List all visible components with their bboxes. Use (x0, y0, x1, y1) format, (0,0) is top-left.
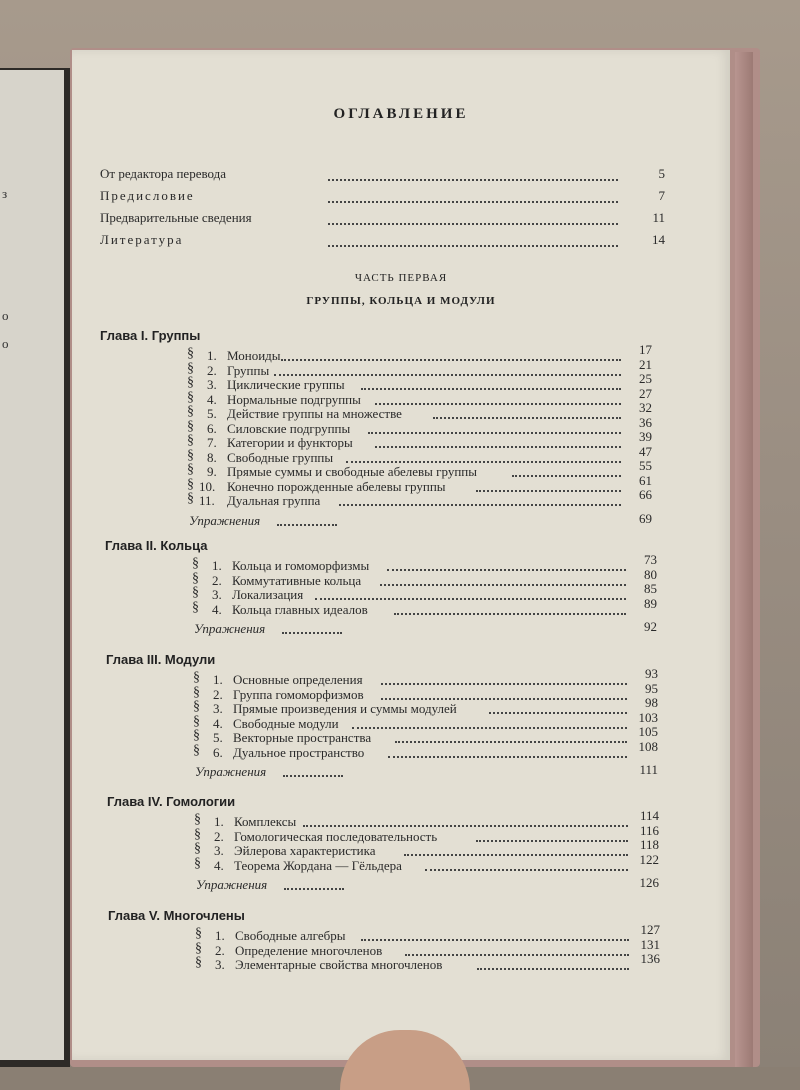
section-number: 10. (199, 478, 216, 494)
page-number: 126 (639, 875, 659, 890)
section-sign: § (193, 670, 200, 685)
section-entry (187, 429, 652, 450)
section-sign: § (187, 346, 194, 361)
section-number: 4. (207, 391, 217, 407)
section-label: Эйлерова характеристика (234, 843, 376, 858)
section-entry (194, 822, 659, 844)
leader-dots (328, 200, 618, 203)
section-number: 5. (213, 730, 223, 745)
section-number: 3. (214, 843, 224, 858)
page-number: 27 (639, 385, 652, 401)
section-label: Моноиды (227, 348, 281, 363)
page-number: 93 (645, 666, 658, 681)
section-label: Конечно порожденные абелевы группы (227, 478, 446, 494)
section-sign: § (187, 433, 194, 448)
section-sign: § (187, 447, 194, 463)
section-label: Основные определения (233, 672, 363, 687)
section-number: 2. (214, 828, 224, 844)
page-number: 131 (640, 936, 660, 952)
page-number: 122 (639, 851, 659, 867)
page-number: 69 (639, 510, 652, 526)
page-number: 21 (639, 356, 652, 372)
section-sign: § (193, 728, 200, 743)
page-number: 47 (639, 443, 652, 459)
section-number: 3. (215, 957, 225, 972)
section-label: Категории и функторы (227, 435, 353, 450)
leader-dots (277, 523, 337, 526)
page-number: 103 (638, 709, 658, 725)
contents-page (72, 50, 730, 1060)
page-number: 5 (658, 166, 665, 181)
leader-dots (476, 839, 628, 842)
section-label: Свободные группы (227, 449, 334, 465)
page-number: 61 (639, 472, 652, 488)
exercises-entry (192, 619, 657, 636)
section-sign: § (187, 462, 194, 477)
leader-dots (346, 460, 621, 463)
page-number: 105 (638, 724, 658, 739)
leader-dots (361, 938, 629, 941)
chapter-title: Глава I. Группы (100, 328, 201, 343)
section-label: Дуальная группа (227, 493, 321, 508)
section-number: 7. (207, 435, 217, 450)
section-sign: § (194, 841, 201, 856)
page-number: 14 (652, 232, 665, 247)
section-entry (193, 738, 658, 760)
leader-dots (388, 755, 627, 758)
section-sign: § (193, 742, 200, 758)
section-label: Группа гомоморфизмов (233, 686, 364, 702)
section-number: 1. (213, 672, 223, 687)
page-number: 98 (645, 695, 658, 710)
chapter-title: Глава V. Многочлены (108, 908, 245, 923)
section-label: Векторные пространства (233, 730, 372, 745)
leader-dots (284, 887, 344, 890)
page-number: 85 (644, 581, 657, 596)
section-entry (187, 414, 652, 436)
section-number: 4. (213, 715, 223, 731)
section-sign: § (194, 855, 201, 871)
section-sign: § (187, 375, 194, 390)
leader-dots (281, 358, 621, 361)
exercises-label: Упражнения (195, 764, 267, 779)
page-number: 92 (644, 619, 657, 634)
page-number: 25 (639, 371, 652, 386)
page-number: 118 (639, 837, 659, 852)
page-number: 127 (640, 922, 660, 937)
section-label: Локализация (232, 587, 304, 602)
leader-dots (477, 967, 629, 970)
page-number: 89 (644, 595, 657, 611)
page-number: 95 (645, 680, 658, 696)
page-number: 136 (640, 951, 660, 966)
page-number: 108 (638, 738, 658, 754)
chapter-title: Глава II. Кольца (105, 538, 208, 553)
page-number: 36 (639, 414, 652, 430)
section-entry (195, 922, 660, 943)
section-label: Элементарные свойства многочленов (235, 957, 443, 972)
section-label: Силовские подгруппы (227, 420, 351, 436)
section-entry (187, 472, 652, 494)
page-number: 32 (639, 400, 652, 415)
section-sign: § (194, 826, 201, 842)
part-title: ГРУППЫ, КОЛЬЦА И МОДУЛИ (306, 295, 496, 307)
section-entry (194, 808, 659, 829)
section-sign: § (192, 556, 199, 571)
leader-dots (368, 431, 621, 434)
section-number: 11. (199, 493, 215, 508)
exercises-label: Упражнения (194, 621, 266, 636)
page-number: 111 (639, 762, 658, 777)
leader-dots (352, 726, 627, 729)
section-label: Свободные алгебры (235, 928, 346, 943)
section-label: Кольца и гомоморфизмы (232, 558, 370, 573)
section-sign: § (195, 926, 202, 941)
section-number: 1. (212, 558, 222, 573)
section-entry (187, 342, 652, 363)
section-number: 2. (207, 362, 217, 378)
section-entry (192, 581, 657, 602)
section-number: 3. (213, 701, 223, 716)
page-number: 11 (652, 210, 665, 225)
leader-dots (381, 682, 627, 685)
section-label: Определение многочленов (235, 942, 383, 958)
leader-dots (404, 853, 628, 856)
section-label: Теорема Жордана — Гёльдера (234, 857, 402, 873)
page-number: 80 (644, 566, 657, 582)
section-entry (187, 487, 652, 508)
section-sign: § (195, 940, 202, 956)
leader-dots (339, 503, 621, 506)
front-entry-label: От редактора перевода (100, 166, 227, 181)
section-number: 5. (207, 406, 217, 421)
left-page-fragment: з (2, 186, 8, 201)
section-label: Циклические группы (227, 377, 345, 392)
page-number: 39 (639, 429, 652, 444)
page-number: 7 (658, 188, 665, 203)
section-number: 3. (207, 377, 217, 392)
leader-dots (328, 244, 618, 247)
leader-dots (375, 402, 621, 405)
section-sign: § (187, 360, 194, 376)
leader-dots (380, 583, 626, 586)
leader-dots (405, 953, 629, 956)
section-sign: § (187, 404, 194, 419)
leader-dots (395, 740, 627, 743)
leader-dots (328, 178, 618, 181)
section-sign: § (192, 599, 199, 615)
section-entry (193, 695, 658, 716)
section-number: 2. (212, 572, 222, 588)
section-sign: § (195, 955, 202, 970)
leader-dots (394, 612, 626, 615)
section-entry (187, 443, 652, 465)
section-number: 2. (215, 942, 225, 958)
exercises-entry (194, 875, 659, 892)
leader-dots (361, 387, 621, 390)
section-label: Кольца главных идеалов (232, 601, 368, 617)
front-entry (100, 188, 665, 206)
leader-dots (328, 222, 618, 225)
leader-dots (274, 373, 621, 376)
front-entry-label: Литература (100, 232, 184, 247)
section-sign: § (187, 389, 194, 405)
section-number: 1. (214, 814, 224, 829)
section-label: Прямые произведения и суммы модулей (233, 701, 457, 716)
section-label: Действие группы на множестве (227, 406, 402, 421)
section-label: Гомологическая последовательность (234, 828, 438, 844)
left-page-fragment: о (2, 336, 9, 351)
page-number: 66 (639, 487, 652, 502)
chapter-title: Глава III. Модули (106, 652, 216, 667)
section-sign: § (193, 684, 200, 700)
book-cover-edge (735, 52, 753, 1067)
leader-dots (381, 697, 627, 700)
section-label: Нормальные подгруппы (227, 391, 361, 407)
page-number: 55 (639, 458, 652, 473)
leader-dots (303, 824, 628, 827)
leader-dots (282, 631, 342, 634)
leader-dots (283, 774, 343, 777)
section-entry (192, 595, 657, 617)
part-label: ЧАСТЬ ПЕРВАЯ (354, 272, 448, 284)
exercises-label: Упражнения (196, 877, 268, 892)
section-sign: § (187, 491, 194, 506)
section-sign: § (187, 418, 194, 434)
leader-dots (489, 711, 627, 714)
page-number: 114 (639, 808, 659, 823)
exercises-entry (187, 510, 652, 528)
section-entry (193, 666, 658, 687)
section-entry (187, 458, 652, 479)
section-entry (193, 680, 658, 702)
exercises-entry (193, 762, 658, 779)
section-label: Свободные модули (233, 715, 339, 731)
section-entry (187, 385, 652, 407)
section-entry (187, 371, 652, 392)
section-entry (193, 709, 658, 731)
leader-dots (375, 445, 621, 448)
section-number: 1. (215, 928, 225, 943)
section-number: 4. (212, 601, 222, 617)
front-entry-label: Предисловие (100, 188, 195, 203)
leader-dots (433, 416, 621, 419)
page-number: 17 (639, 342, 652, 357)
leader-dots (387, 568, 626, 571)
section-entry (193, 724, 658, 745)
leader-dots (512, 474, 621, 477)
section-entry (194, 851, 659, 873)
section-label: Группы (227, 362, 270, 378)
leader-dots (315, 597, 626, 600)
leader-dots (425, 868, 628, 871)
section-number: 3. (212, 587, 222, 602)
page-number: 73 (644, 552, 657, 567)
section-number: 2. (213, 686, 223, 702)
section-number: 6. (213, 744, 223, 760)
section-label: Дуальное пространство (233, 744, 365, 760)
section-sign: § (194, 812, 201, 827)
section-number: 4. (214, 857, 224, 873)
exercises-label: Упражнения (189, 512, 261, 528)
front-entry (100, 232, 665, 250)
front-entry-label: Предварительные сведения (100, 210, 252, 225)
section-label: Комплексы (234, 814, 297, 829)
chapter-title: Глава IV. Гомологии (107, 794, 236, 809)
section-entry (195, 936, 660, 958)
front-entry (100, 210, 665, 228)
section-number: 6. (207, 420, 217, 436)
section-entry (195, 951, 660, 972)
section-sign: § (187, 476, 194, 492)
section-sign: § (193, 699, 200, 714)
section-sign: § (193, 713, 200, 729)
section-sign: § (192, 570, 199, 586)
section-entry (187, 356, 652, 378)
left-page (0, 70, 64, 1060)
section-label: Коммутативные кольца (232, 572, 362, 588)
leader-dots (476, 489, 621, 492)
left-page-fragment: о (2, 308, 9, 323)
section-entry (192, 552, 657, 573)
page-title: ОГЛАВЛЕНИЕ (333, 106, 469, 122)
front-entry (100, 166, 665, 184)
page-number: 116 (639, 822, 659, 838)
section-number: 1. (207, 348, 217, 363)
section-label: Прямые суммы и свободные абелевы группы (227, 464, 477, 479)
section-entry (194, 837, 659, 858)
section-number: 9. (207, 464, 217, 479)
section-entry (192, 566, 657, 588)
section-number: 8. (207, 449, 217, 465)
section-entry (187, 400, 652, 421)
section-sign: § (192, 585, 199, 600)
